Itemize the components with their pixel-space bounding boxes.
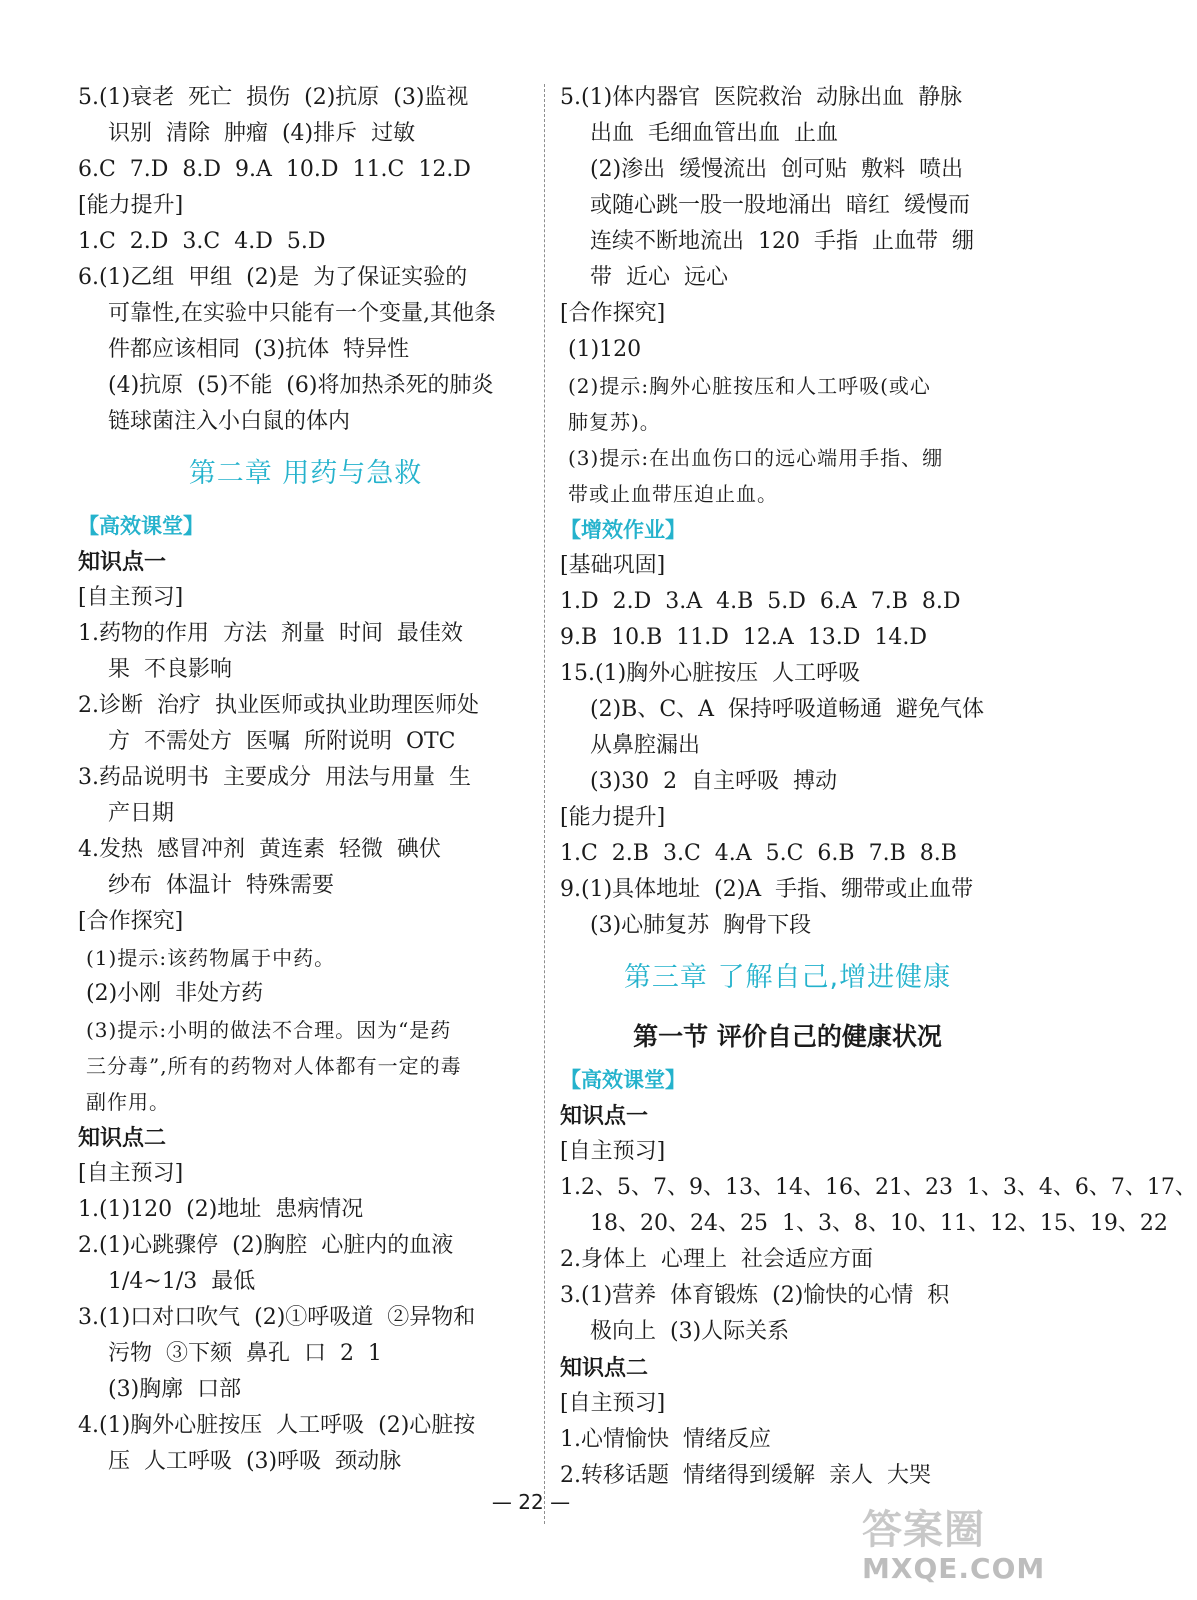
answer-line: 2.(1)心跳骤停 (2)胸腔 心脏内的血液 [78, 1233, 454, 1258]
chapter-title: 第三章 了解自己,增进健康 [623, 962, 952, 993]
watermark-logo: 答案圈 [862, 1507, 985, 1553]
right-column [560, 80, 1197, 1494]
left-column [78, 80, 533, 1480]
chapter-title: 第二章 用药与急救 [188, 458, 423, 489]
hint-line-continued: 副作用。 [86, 1090, 170, 1114]
section-bracket-heading: [自主预习] [560, 1391, 666, 1416]
answer-line: 6.(1)乙组 甲组 (2)是 为了保证实验的 [78, 265, 468, 290]
section-bracket-heading: [合作探究] [78, 909, 184, 934]
page-number: — 22 — [491, 1490, 571, 1514]
answer-line-continued: 件都应该相同 (3)抗体 特异性 [108, 337, 410, 362]
answer-line: 1.C 2.D 3.C 4.D 5.D [78, 229, 326, 254]
answer-line: 2.转移话题 情绪得到缓解 亲人 大哭 [560, 1463, 931, 1488]
watermark-site: MXQE.COM [862, 1552, 1046, 1585]
answer-line: 1.2、5、7、9、13、14、16、21、23 1、3、4、6、7、17、 [560, 1175, 1197, 1200]
answer-line: 6.C 7.D 8.D 9.A 10.D 11.C 12.D [78, 157, 471, 182]
hint-line-continued: 带或止血带压迫止血。 [568, 482, 778, 506]
answer-line-continued: (4)抗原 (5)不能 (6)将加热杀死的肺炎 [108, 373, 494, 398]
answer-line-continued: 或随心跳一股一股地涌出 暗红 缓慢而 [590, 193, 970, 218]
hint-line: (3)提示:在出血伤口的远心端用手指、绷 [568, 446, 944, 470]
answer-line-indented: (1)120 [568, 337, 642, 362]
answer-line: 5.(1)体内器官 医院救治 动脉出血 静脉 [560, 85, 963, 110]
answer-line: 5.(1)衰老 死亡 损伤 (2)抗原 (3)监视 [78, 85, 469, 110]
section-badge: 【增效作业】 [560, 518, 686, 542]
section-badge: 【高效课堂】 [560, 1068, 686, 1092]
section-bracket-heading: [能力提升] [560, 805, 666, 830]
answer-line: 1.药物的作用 方法 剂量 时间 最佳效 [78, 621, 463, 646]
knowledge-point-heading: 知识点一 [78, 549, 167, 575]
answer-line: 4.发热 感冒冲剂 黄连素 轻微 碘伏 [78, 837, 441, 862]
answer-line-continued: 链球菌注入小白鼠的体内 [108, 409, 351, 434]
answer-line: 1.C 2.B 3.C 4.A 5.C 6.B 7.B 8.B [560, 841, 957, 866]
knowledge-point-heading: 知识点一 [560, 1103, 649, 1129]
section-bracket-heading: [基础巩固] [560, 553, 666, 578]
answer-line-continued: 出血 毛细血管出血 止血 [590, 121, 838, 146]
section-title: 第一节 评价自己的健康状况 [633, 1022, 942, 1051]
answer-line: 1.D 2.D 3.A 4.B 5.D 6.A 7.B 8.D [560, 589, 961, 614]
section-bracket-heading: [自主预习] [78, 585, 184, 610]
answer-line-continued: 果 不良影响 [108, 657, 232, 682]
hint-line: (2)提示:胸外心脏按压和人工呼吸(或心 [568, 374, 931, 398]
section-bracket-heading: [合作探究] [560, 301, 666, 326]
answer-line-continued: 方 不需处方 医嘱 所附说明 OTC [108, 729, 456, 754]
answer-line-continued: 18、20、24、25 1、3、8、10、11、12、15、19、22 [590, 1211, 1168, 1236]
answer-line-continued: 压 人工呼吸 (3)呼吸 颈动脉 [108, 1449, 402, 1474]
answer-line-continued: 产日期 [108, 801, 175, 826]
answer-line: 9.(1)具体地址 (2)A 手指、绷带或止血带 [560, 877, 974, 902]
hint-line-continued: 肺复苏)。 [568, 410, 661, 434]
answer-line: 2.诊断 治疗 执业医师或执业助理医师处 [78, 693, 479, 718]
answer-line: 15.(1)胸外心脏按压 人工呼吸 [560, 661, 861, 686]
answer-line-continued: (3)心肺复苏 胸骨下段 [590, 913, 812, 938]
answer-line-continued: 1/4~1/3 最低 [108, 1269, 256, 1294]
answer-line-continued: (3)胸廓 口部 [108, 1377, 242, 1402]
knowledge-point-heading: 知识点二 [78, 1125, 167, 1151]
section-bracket-heading: [能力提升] [78, 193, 184, 218]
answer-line: 1.(1)120 (2)地址 患病情况 [78, 1197, 364, 1222]
answer-line-continued: 极向上 (3)人际关系 [590, 1319, 790, 1344]
answer-line-continued: 连续不断地流出 120 手指 止血带 绷 [590, 229, 974, 254]
answer-line: 1.心情愉快 情绪反应 [560, 1427, 771, 1452]
knowledge-point-heading: 知识点二 [560, 1355, 649, 1381]
answer-line: 4.(1)胸外心脏按压 人工呼吸 (2)心脏按 [78, 1413, 476, 1438]
answer-line-continued: 识别 清除 肿瘤 (4)排斥 过敏 [108, 121, 416, 146]
hint-line-continued: 三分毒”,所有的药物对人体都有一定的毒 [86, 1054, 462, 1078]
answer-line: 2.身体上 心理上 社会适应方面 [560, 1247, 873, 1272]
answer-line: 3.(1)口对口吹气 (2)①呼吸道 ②异物和 [78, 1305, 476, 1330]
section-bracket-heading: [自主预习] [78, 1161, 184, 1186]
answer-line-indented: (2)小刚 非处方药 [86, 981, 264, 1006]
answer-line-continued: 可靠性,在实验中只能有一个变量,其他条 [108, 301, 496, 326]
hint-line: (1)提示:该药物属于中药。 [86, 946, 336, 970]
hint-line: (3)提示:小明的做法不合理。因为“是药 [86, 1018, 452, 1042]
answer-line-continued: (2)渗出 缓慢流出 创可贴 敷料 喷出 [590, 157, 964, 182]
column-divider [544, 84, 545, 1524]
answer-line: 3.药品说明书 主要成分 用法与用量 生 [78, 765, 471, 790]
answer-line-continued: 从鼻腔漏出 [590, 733, 701, 758]
answer-line: 9.B 10.B 11.D 12.A 13.D 14.D [560, 625, 927, 650]
section-badge: 【高效课堂】 [78, 514, 204, 538]
answer-line-continued: 污物 ③下颏 鼻孔 口 2 1 [108, 1341, 382, 1366]
answer-line-continued: 纱布 体温计 特殊需要 [108, 873, 334, 898]
answer-line: 3.(1)营养 体育锻炼 (2)愉快的心情 积 [560, 1283, 950, 1308]
watermark [862, 1508, 1045, 1585]
answer-line-continued: 带 近心 远心 [590, 265, 728, 290]
section-bracket-heading: [自主预习] [560, 1139, 666, 1164]
answer-line-continued: (2)B、C、A 保持呼吸道畅通 避免气体 [590, 697, 985, 722]
answer-line-continued: (3)30 2 自主呼吸 搏动 [590, 769, 838, 794]
